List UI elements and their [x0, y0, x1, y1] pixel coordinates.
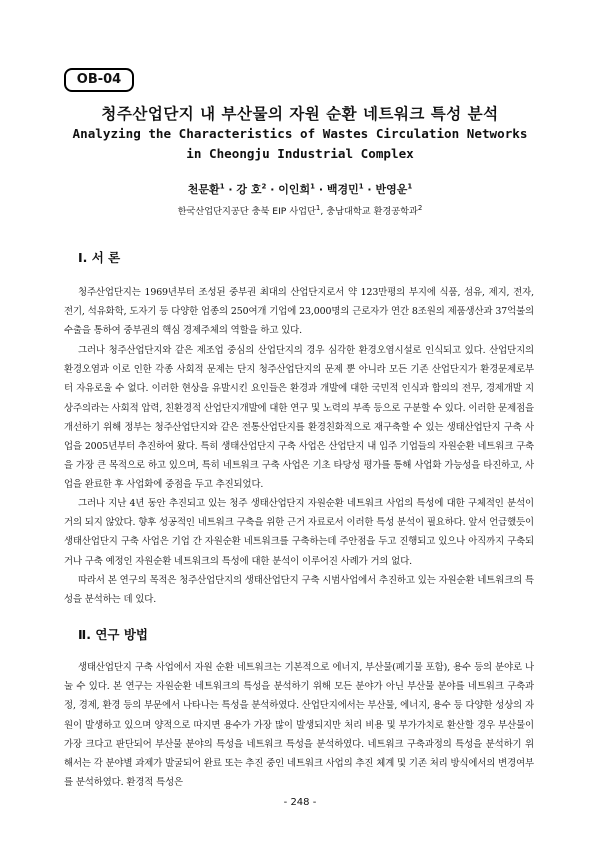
intro-paragraph-4: 따라서 본 연구의 목적은 청주산업단지의 생태산업단지 구축 시범사업에서 추진하고 있는 자원순환 네트워크의 특성을 분석하는 데 있다. [64, 575, 534, 606]
author-name: 반영운 [375, 183, 408, 196]
paper-title-english-line1: Analyzing the Characteristics of Wastes Circulation Networks [72, 126, 528, 141]
author-affiliation-mark: 2 [261, 182, 267, 191]
author-list [0, 181, 600, 197]
intro-paragraph-1: 청주산업단지는 1969년부터 조성된 중부권 최대의 산업단지로서 약 123만평의 부지에 식품, 섬유, 제지, 전자, 전기, 석유화학, 도자기 등 다양한 업종의 250여개 기업에 23,000명의 근로자가 연간 8조원의 제품생산과 37억불의 수출을 통하여 중부권의 핵심 경제주체의 역할을 하고 있다. [64, 287, 534, 337]
affiliation-name: 한국산업단지공단 충북 EIP 사업단 [177, 206, 316, 217]
author-separator: · [266, 183, 279, 196]
affiliation-mark: 1 [315, 203, 321, 212]
intro-paragraph-2: 그러나 청주산업단지와 같은 제조업 중심의 산업단지의 경우 심각한 환경오염시설로 인식되고 있다. 산업단지의 환경오염과 이로 인한 각종 사회적 문제는 단지 청주산업단지의 문제 뿐 아니라 모든 기존 산업단지가 환경문제로부터 자유로울 수 없다. 이러한 현상을 유발시킨 요인들은 환경과 개발에 대한 국민적 인식과 합의의 전무, 경제개발 지상주의라는 사회적 압력, 친환경적 산업단지개발에 대한 연구 및 노력의 부족 등으로 구분할 수 있다. 이러한 문제점을 개선하기 위해 정부는 청주산업단지와 같은 전통산업단지를 환경친화적으로 재구축할 수 있는 생태산업단지 구축 사업을 2005년부터 추진하여 왔다. 특히 생태산업단지 구축 사업은 산업단지 내 입주 기업들의 자원순환 네트워크 구축을 가장 큰 목적으로 하고 있으며, 특히 네트워크 구축 사업은 기초 타당성 평가를 통해 사업화 가능성을 타진하고, 사업을 완료한 후 사업화에 중점을 두고 추진되었다. [64, 345, 534, 491]
affiliation-name: 충남대학교 환경공학과 [326, 206, 418, 217]
section-heading-methods: Ⅱ. 연구 방법 [78, 627, 148, 642]
section-heading-introduction: Ⅰ. 서 론 [78, 250, 121, 265]
paper-title-english-line2: in Cheongju Industrial Complex [186, 146, 414, 161]
paper-title-korean: 청주산업단지 내 부산물의 자원 순환 네트워크 특성 분석 [101, 105, 499, 123]
author-name: 이인희 [278, 183, 311, 196]
affiliation-mark: 2 [417, 203, 423, 212]
author-separator: · [363, 183, 376, 196]
author-name: 백경민 [326, 183, 359, 196]
intro-paragraph-3: 그러나 지난 4년 동안 추진되고 있는 청주 생태산업단지 자원순환 네트워크 사업의 특성에 대한 구체적인 분석이 거의 되지 않았다. 향후 성공적인 네트워크 구축을 위한 근거 자료로서 이러한 특성 분석이 필요하다. 앞서 언급했듯이 생태산업단지 구축 사업은 기업 간 자원순환 네트워크를 구축하는데 주안점을 두고 진행되고 있으나 아직까지 구축되거나 구축 예정인 자원순환 네트워크의 특성에 대한 분석이 이루어진 사례가 거의 없다. [64, 498, 534, 567]
affiliation-separator: , [320, 206, 327, 217]
affiliation-list [0, 203, 600, 217]
author-separator: · [224, 183, 237, 196]
author-affiliation-mark: 1 [310, 182, 315, 191]
author-name: 천문환 [187, 183, 220, 196]
author-separator: · [314, 183, 327, 196]
author-affiliation-mark: 1 [219, 182, 225, 191]
author-affiliation-mark: 1 [407, 182, 413, 191]
page-number: - 248 - [283, 797, 317, 808]
author-affiliation-mark: 1 [358, 182, 364, 191]
author-name: 강 호 [236, 183, 262, 196]
methods-paragraph-1: 생태산업단지 구축 사업에서 자원 순환 네트워크는 기본적으로 에너지, 부산물(폐기물 포함), 용수 등의 분야로 나눌 수 있다. 본 연구는 자원순환 네트워크의 특성을 분석하기 위해 모든 분야가 아닌 부산물 분야를 네트워크 구축과정, 경제, 환경 등의 부문에서 나타나는 특성을 분석하였다. 산업단지에서는 부산물, 에너지, 용수 등 다양한 성상의 자원이 발생하고 있으며 양적으로 따지면 용수가 가장 많이 발생되지만 처리 비용 및 부가가치로 환산할 경우 부산물이 가장 크다고 판단되어 부산물 분야의 특성을 네트워크 특성을 분석하였다. 네트워크 구축과정의 특성을 분석하기 위해서는 각 분야별 과제가 발굴되어 완료 또는 추진 중인 네트워크 사업의 추진 체계 및 기존 처리 방식에서의 변경여부를 분석하였다. 환경적 특성은 [64, 662, 534, 789]
session-code-badge: OB-04 [64, 68, 134, 92]
